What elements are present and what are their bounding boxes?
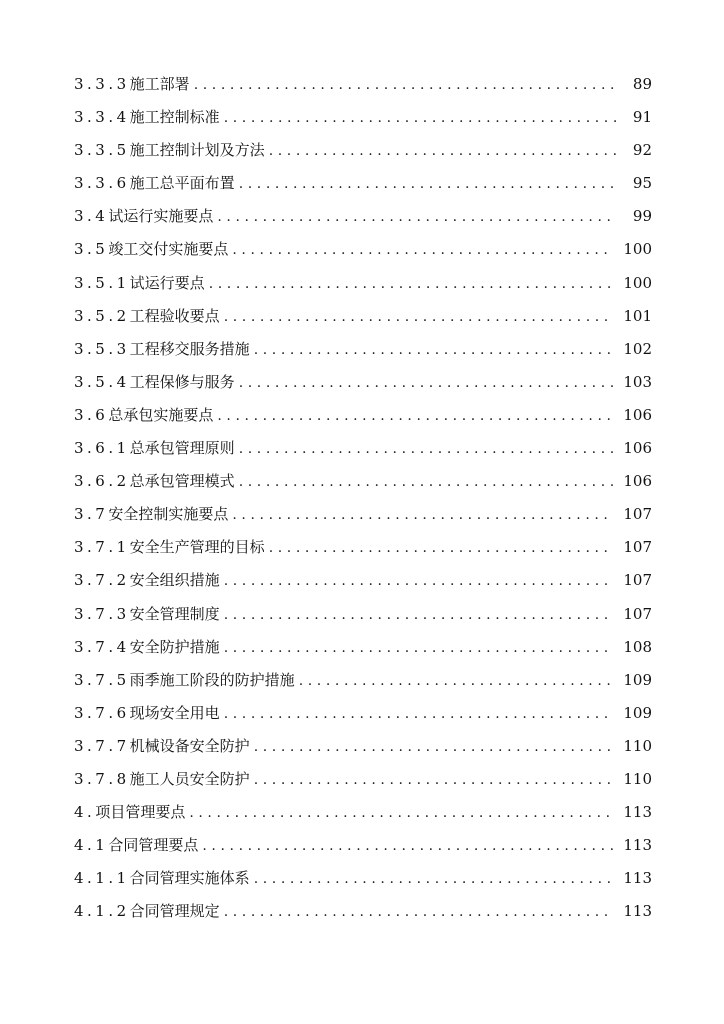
toc-entry-title: 机械设备安全防护 [129, 736, 250, 755]
toc-entry-title: 工程验收要点 [129, 306, 220, 325]
toc-entry-number: 3.4 [74, 207, 109, 226]
toc-entry-number: 3.5.4 [74, 372, 130, 391]
toc-entry-number: 3.6.2 [74, 472, 130, 491]
toc-entry-number: 3.5.3 [74, 339, 130, 358]
toc-dot-leader [239, 466, 614, 499]
toc-entry[interactable] [74, 730, 652, 763]
toc-dot-leader [224, 102, 616, 135]
toc-entry[interactable] [74, 598, 652, 631]
toc-entry-number: 4. [74, 803, 96, 822]
toc-entry-title: 安全组织措施 [129, 571, 220, 590]
toc-entry-title-wrap [74, 564, 220, 597]
toc-entry-title: 施工人员安全防护 [129, 769, 250, 788]
toc-dot-leader [239, 168, 616, 201]
toc-entry[interactable] [74, 167, 652, 200]
toc-entry-number: 3.6 [74, 405, 109, 424]
toc-entry[interactable] [74, 200, 652, 233]
toc-entry-title-wrap [74, 134, 265, 167]
toc-entry-title-wrap [74, 895, 220, 928]
toc-entry-title-wrap [74, 829, 198, 862]
toc-dot-leader [254, 764, 614, 797]
toc-dot-leader [232, 499, 613, 532]
toc-dot-leader [202, 830, 613, 863]
toc-entry-page-number: 100 [623, 240, 652, 259]
toc-entry-page-number: 110 [623, 736, 652, 755]
toc-entry-title: 项目管理要点 [95, 803, 186, 822]
toc-entry-number: 3.6.1 [74, 439, 130, 458]
toc-entry-title-wrap [74, 101, 220, 134]
toc-entry-title: 合同管理实施体系 [129, 869, 250, 888]
toc-entry-title: 竣工交付实施要点 [108, 240, 229, 259]
toc-entry-title: 雨季施工阶段的防护措施 [129, 670, 295, 689]
toc-entry-title: 施工部署 [129, 75, 190, 93]
toc-entry-page-number: 92 [632, 141, 652, 160]
toc-entry[interactable] [74, 763, 652, 796]
toc-dot-leader [254, 863, 614, 896]
toc-entry-title: 施工总平面布置 [129, 174, 235, 193]
toc-entry-page-number: 89 [632, 75, 652, 93]
toc-entry-title-wrap [74, 68, 190, 101]
toc-entry-page-number: 101 [623, 306, 652, 325]
toc-dot-leader [224, 565, 614, 598]
toc-entry[interactable] [74, 333, 652, 366]
toc-dot-leader [239, 367, 614, 400]
toc-entry-title-wrap [74, 763, 250, 796]
toc-entry-title: 工程保修与服务 [129, 372, 235, 391]
toc-entry-page-number: 109 [623, 670, 652, 689]
toc-entry-title: 安全生产管理的目标 [129, 538, 265, 557]
toc-entry[interactable] [74, 564, 652, 597]
toc-entry-number: 3.3.5 [74, 141, 130, 160]
toc-entry[interactable] [74, 432, 652, 465]
toc-entry-title-wrap [74, 399, 213, 432]
toc-entry-page-number: 107 [623, 571, 652, 590]
toc-entry-title: 安全控制实施要点 [108, 505, 229, 524]
toc-entry-title-wrap [74, 233, 228, 266]
toc-dot-leader [239, 433, 614, 466]
toc-entry-title-wrap [74, 598, 220, 631]
toc-entry-title-wrap [74, 796, 185, 829]
toc-entry-title-wrap [74, 697, 220, 730]
toc-dot-leader [232, 234, 613, 267]
toc-entry[interactable] [74, 862, 652, 895]
toc-entry-number: 3.3.4 [74, 108, 130, 127]
toc-entry-number: 3.7.7 [74, 736, 130, 755]
toc-dot-leader [224, 896, 614, 929]
toc-entry-page-number: 95 [632, 174, 652, 193]
toc-entry[interactable] [74, 233, 652, 266]
toc-dot-leader [254, 334, 614, 367]
toc-entry-title: 合同管理要点 [108, 836, 199, 855]
toc-dot-leader [224, 698, 614, 731]
toc-entry-page-number: 107 [623, 604, 652, 623]
toc-entry-number: 3.5.1 [74, 273, 130, 292]
toc-dot-leader [224, 599, 614, 632]
toc-entry[interactable] [74, 465, 652, 498]
toc-dot-leader [224, 301, 614, 334]
toc-entry[interactable] [74, 68, 652, 101]
toc-entry-page-number: 108 [623, 637, 652, 656]
toc-entry-number: 3.7.8 [74, 769, 130, 788]
toc-entry-page-number: 113 [623, 803, 652, 822]
toc-entry-number: 3.7.4 [74, 637, 130, 656]
toc-dot-leader [224, 632, 614, 665]
toc-dot-leader [217, 201, 616, 234]
toc-entry-title: 总承包管理原则 [129, 439, 235, 458]
toc-entry[interactable] [74, 631, 652, 664]
toc-entry[interactable] [74, 664, 652, 697]
toc-entry-title-wrap [74, 862, 250, 895]
toc-entry-title: 试运行要点 [129, 273, 205, 292]
toc-entry-page-number: 99 [632, 207, 652, 226]
toc-entry-title-wrap [74, 200, 213, 233]
toc-entry-number: 4.1.2 [74, 902, 130, 921]
toc-entry-title-wrap [74, 664, 295, 697]
toc-entry-number: 3.7.2 [74, 571, 130, 590]
toc-entry[interactable] [74, 895, 652, 928]
toc-entry-number: 3.7.1 [74, 538, 130, 557]
toc-entry[interactable] [74, 498, 652, 531]
toc-entry-page-number: 107 [623, 505, 652, 524]
toc-entry-title-wrap [74, 167, 235, 200]
toc-entry-page-number: 102 [623, 339, 652, 358]
toc-entry-page-number: 113 [623, 836, 652, 855]
toc-dot-leader [217, 400, 613, 433]
table-of-contents [74, 68, 652, 928]
toc-entry-title-wrap [74, 730, 250, 763]
toc-entry-title-wrap [74, 432, 235, 465]
toc-entry[interactable] [74, 366, 652, 399]
toc-entry-page-number: 106 [623, 472, 652, 491]
toc-entry[interactable] [74, 829, 652, 862]
toc-entry-number: 3.5 [74, 240, 109, 259]
toc-entry-title-wrap [74, 300, 220, 333]
toc-dot-leader [209, 268, 614, 301]
toc-dot-leader [299, 665, 614, 698]
toc-entry[interactable] [74, 531, 652, 564]
toc-entry[interactable] [74, 697, 652, 730]
toc-entry-page-number: 109 [623, 703, 652, 722]
toc-entry[interactable] [74, 101, 652, 134]
toc-entry-page-number: 106 [623, 439, 652, 458]
toc-entry-title: 安全管理制度 [129, 604, 220, 623]
toc-entry[interactable] [74, 399, 652, 432]
toc-entry-page-number: 106 [623, 405, 652, 424]
toc-entry-number: 3.7.3 [74, 604, 130, 623]
toc-entry-title: 总承包管理模式 [129, 472, 235, 491]
toc-entry-number: 3.7.5 [74, 670, 130, 689]
toc-entry[interactable] [74, 134, 652, 167]
toc-entry-page-number: 110 [623, 769, 652, 788]
toc-entry-page-number: 91 [632, 108, 652, 127]
toc-entry-title: 工程移交服务措施 [129, 339, 250, 358]
toc-entry-number: 4.1.1 [74, 869, 130, 888]
toc-entry-number: 3.3.6 [74, 174, 130, 193]
toc-entry-title-wrap [74, 333, 250, 366]
toc-entry-title-wrap [74, 531, 265, 564]
toc-entry-title-wrap [74, 366, 235, 399]
toc-entry-title-wrap [74, 465, 235, 498]
toc-entry-page-number: 103 [623, 372, 652, 391]
toc-entry-title: 施工控制计划及方法 [129, 141, 265, 160]
toc-dot-leader [269, 135, 616, 168]
toc-entry-title: 总承包实施要点 [108, 405, 214, 424]
toc-entry-title: 现场安全用电 [129, 703, 220, 722]
toc-entry-number: 4.1 [74, 836, 109, 855]
toc-entry-title: 合同管理规定 [129, 902, 220, 921]
toc-entry[interactable] [74, 300, 652, 333]
toc-entry[interactable] [74, 267, 652, 300]
toc-entry-number: 3.3.3 [74, 75, 130, 93]
toc-dot-leader [189, 797, 613, 830]
toc-dot-leader [254, 731, 614, 764]
toc-entry-title-wrap [74, 631, 220, 664]
toc-entry[interactable] [74, 796, 652, 829]
toc-entry-number: 3.7 [74, 505, 109, 524]
toc-entry-page-number: 113 [623, 902, 652, 921]
toc-entry-page-number: 107 [623, 538, 652, 557]
toc-entry-title: 安全防护措施 [129, 637, 220, 656]
toc-entry-title-wrap [74, 498, 228, 531]
toc-entry-title: 施工控制标准 [129, 108, 220, 127]
toc-entry-page-number: 113 [623, 869, 652, 888]
toc-dot-leader [194, 69, 616, 102]
toc-dot-leader [269, 532, 614, 565]
toc-entry-title-wrap [74, 267, 205, 300]
toc-entry-number: 3.5.2 [74, 306, 130, 325]
toc-entry-page-number: 100 [623, 273, 652, 292]
toc-entry-number: 3.7.6 [74, 703, 130, 722]
toc-entry-title: 试运行实施要点 [108, 207, 214, 226]
